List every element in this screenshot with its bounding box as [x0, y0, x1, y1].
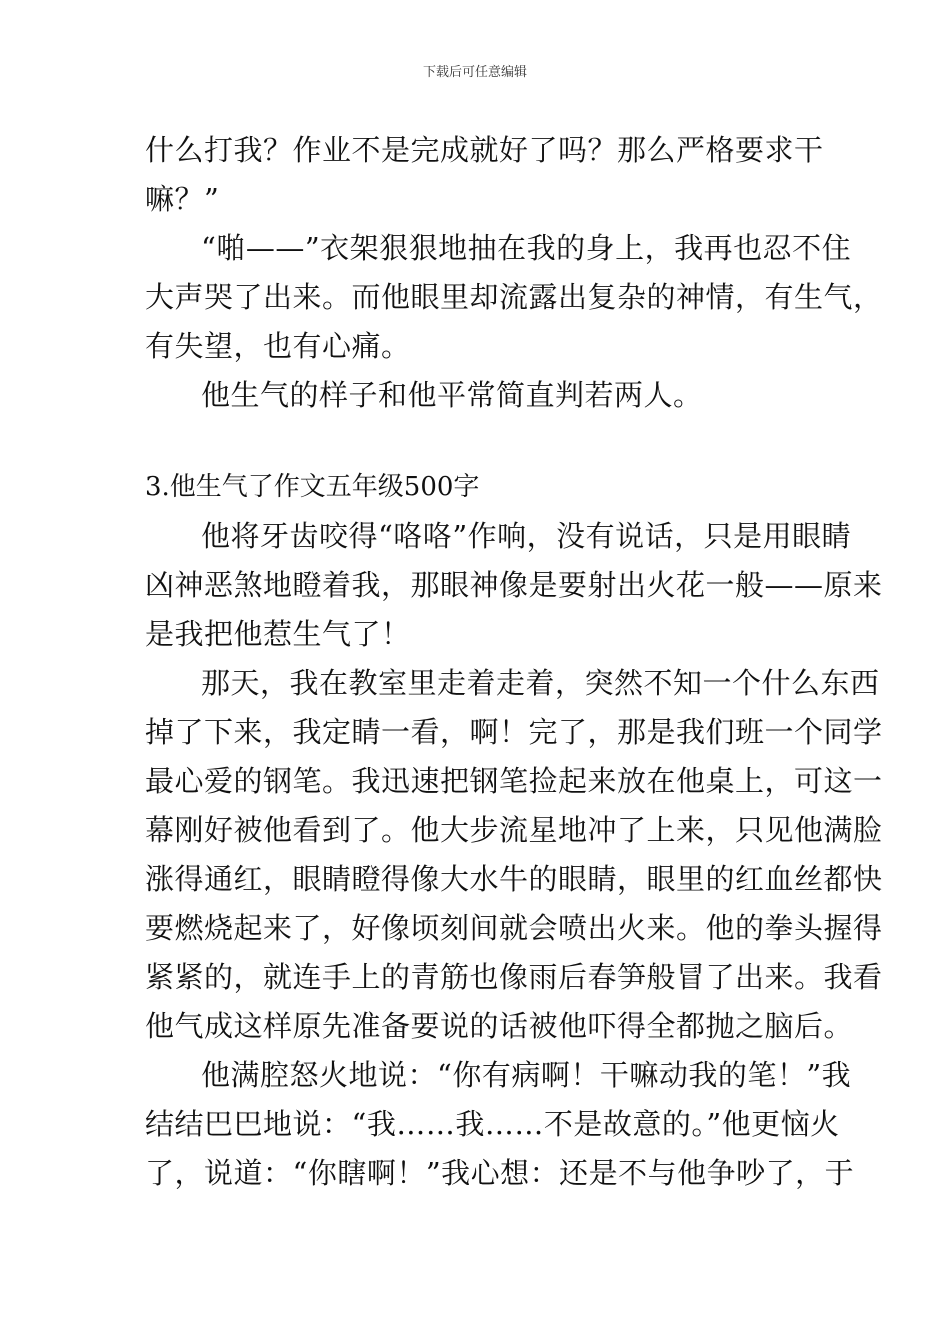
text-line: 他生气的样子和他平常简直判若两人。: [201, 378, 703, 412]
document-body: [145, 126, 883, 1198]
text-line: 嘛？”: [145, 182, 220, 216]
text-line: 幕刚好被他看到了。他大步流星地冲了上来，只见他满脸: [145, 813, 883, 847]
text-line: 他气成这样原先准备要说的话被他吓得全都抛之脑后。: [145, 1009, 854, 1043]
page-header: 下载后可任意编辑: [422, 65, 527, 80]
text-line: 什么打我？作业不是完成就好了吗？那么严格要求干: [145, 133, 824, 167]
text-line: 要燃烧起来了，好像顷刻间就会喷出火来。他的拳头握得: [145, 911, 883, 945]
text-line: 大声哭了出来。而他眼里却流露出复杂的神情，有生气，: [145, 280, 883, 314]
text-line: “啪——”衣架狠狠地抽在我的身上，我再也忍不住: [201, 231, 852, 265]
text-line: 是我把他惹生气了！: [145, 617, 411, 651]
text-line: 了，说道：“你瞎啊！”我心想：还是不与他争吵了，于: [145, 1156, 855, 1190]
text-line: 他满腔怒火地说：“你有病啊！干嘛动我的笔！”我: [201, 1058, 852, 1092]
text-line: 结结巴巴地说：“我……我……不是故意的。”他更恼火: [145, 1107, 840, 1141]
text-line: 凶神恶煞地瞪着我，那眼神像是要射出火花一般——原来: [145, 568, 883, 602]
text-line: 最心爱的钢笔。我迅速把钢笔捡起来放在他桌上，可这一: [145, 764, 883, 798]
text-line: 他将牙齿咬得“咯咯”作响，没有说话，只是用眼睛: [201, 519, 852, 553]
text-line: 掉了下来，我定睛一看，啊！完了，那是我们班一个同学: [145, 715, 883, 749]
section-gap: [145, 420, 810, 463]
text-line: 涨得通红，眼睛瞪得像大水牛的眼睛，眼里的红血丝都快: [145, 862, 883, 896]
text-line: 紧紧的，就连手上的青筋也像雨后春笋般冒了出来。我看: [145, 960, 883, 994]
text-line: 有失望，也有心痛。: [145, 329, 411, 363]
text-line: 那天，我在教室里走着走着，突然不知一个什么东西: [201, 666, 880, 700]
section-heading: 3.他生气了作文五年级500字: [145, 472, 480, 502]
